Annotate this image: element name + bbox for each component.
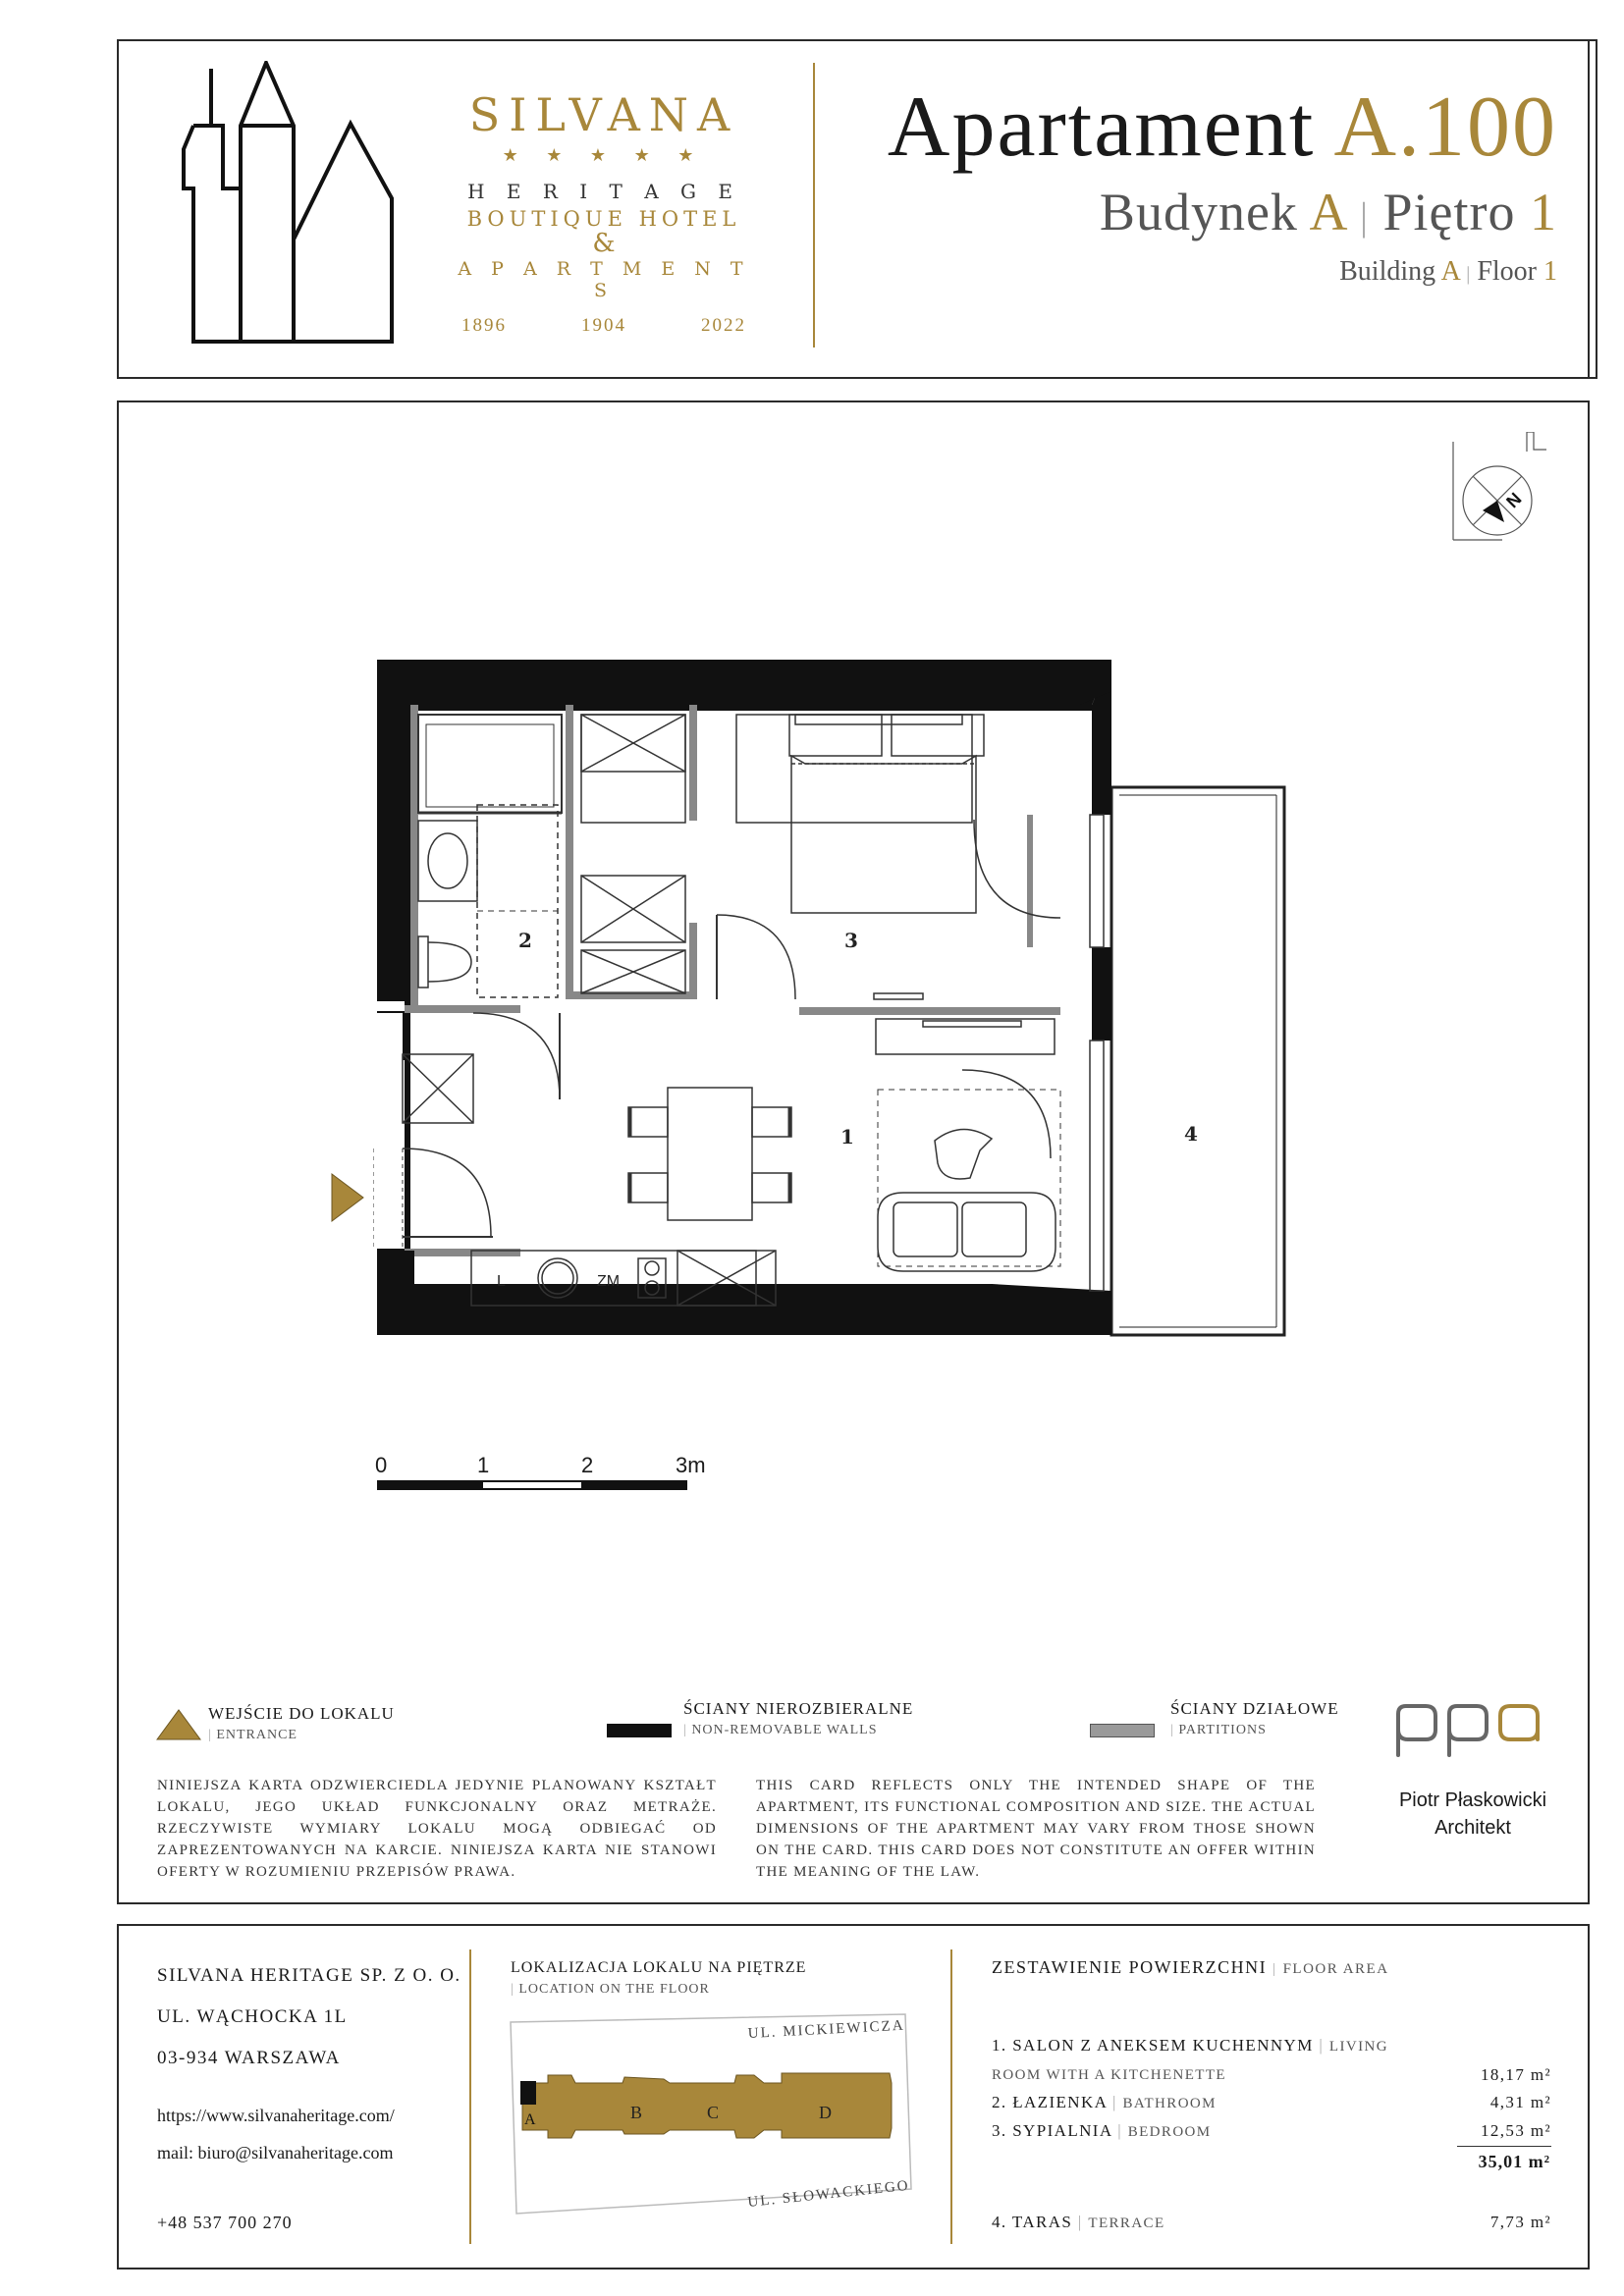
area-title-pl: ZESTAWIENIE POWIERZCHNI — [992, 1957, 1268, 1977]
area-room-label-en: BEDROOM — [1127, 2124, 1212, 2140]
brand-year-2: 1904 — [581, 315, 626, 336]
subtitle-en-sep: | — [1466, 263, 1471, 285]
location-building-b: B — [630, 2103, 643, 2122]
legend-partition-swatch — [1090, 1724, 1155, 1737]
brand-stars: ★ ★ ★ ★ ★ — [502, 145, 706, 165]
architect-title: Architekt — [1435, 1817, 1511, 1839]
legend-walls-sep: | — [683, 1723, 692, 1737]
area-room-label: 1. SALON Z ANEKSEM KUCHENNYM — [992, 2036, 1314, 2055]
subtitle-en-building-label: Building — [1339, 256, 1436, 287]
company-city: 03-934 WARSZAWA — [157, 2048, 341, 2068]
company-name: SILVANA HERITAGE SP. Z O. O. — [157, 1965, 461, 1986]
area-room-value: 4,31 m² — [1489, 2093, 1551, 2111]
brand-year-1: 1896 — [461, 315, 507, 336]
company-street: UL. WĄCHOCKA 1L — [157, 2006, 348, 2027]
footer-divider-2 — [950, 1949, 952, 2244]
subtitle-pl-floor-label: Piętro — [1382, 183, 1516, 241]
subtitle-pl — [888, 183, 1557, 246]
location-title-sep: | — [511, 1982, 519, 1997]
scale-label-3: 3m — [676, 1453, 706, 1477]
location-street-top: UL. MICKIEWICZA — [747, 2017, 905, 2042]
legend-partitions-en: PARTITIONS — [1178, 1723, 1267, 1737]
location-street-bottom: UL. SŁOWACKIEGO — [746, 2177, 911, 2211]
architect-name: Piotr Płaskowicki — [1398, 1789, 1547, 1811]
subtitle-en-building: A — [1440, 256, 1460, 287]
apartment-title — [888, 80, 1557, 175]
company-phone[interactable]: +48 537 700 270 — [157, 2213, 293, 2232]
area-room-label-en: LIVING ROOM WITH A KITCHENETTE — [992, 2039, 1388, 2083]
legend-entrance-icon — [155, 1708, 202, 1741]
area-terrace-label: 4. TARAS — [992, 2213, 1073, 2231]
compass-icon — [1443, 432, 1551, 550]
company-website[interactable]: https://www.silvanaheritage.com/ — [157, 2106, 395, 2125]
legend-entrance-sep: | — [208, 1728, 217, 1742]
brand-line-boutique: BOUTIQUE HOTEL — [466, 207, 741, 231]
compass-north-label: N — [1502, 489, 1526, 512]
room-label-1: 1 — [840, 1125, 854, 1148]
legend-entrance-pl: WEJŚCIE DO LOKALU — [208, 1704, 395, 1723]
kitchen-label-zm: ZM — [597, 1273, 621, 1290]
subtitle-en — [888, 254, 1557, 292]
floor-plan — [373, 648, 1296, 1355]
apartment-title-prefix: Apartament — [887, 80, 1316, 175]
location-building-c: C — [707, 2103, 720, 2122]
legend-wall-swatch — [607, 1724, 672, 1737]
subtitle-pl-building-label: Budynek — [1099, 183, 1298, 241]
subtitle-pl-floor: 1 — [1530, 183, 1557, 241]
brand-ampersand: & — [592, 229, 616, 258]
legend-walls-en: NON-REMOVABLE WALLS — [691, 1723, 878, 1737]
brand-line-apartments: A P A R T M E N T S — [458, 258, 750, 301]
footer-divider-1 — [469, 1949, 471, 2244]
brand-year-3: 2022 — [701, 315, 746, 336]
subtitle-en-floor: 1 — [1543, 256, 1557, 287]
subtitle-pl-sep: | — [1359, 194, 1369, 239]
area-table — [992, 2032, 1551, 2146]
legend-walls-pl: ŚCIANY NIEROZBIERALNE — [683, 1699, 914, 1718]
room-label-2: 2 — [518, 929, 532, 952]
location-building-d: D — [819, 2103, 832, 2122]
area-terrace-label-en: TERRACE — [1088, 2216, 1165, 2231]
architect-logo-icon — [1392, 1700, 1555, 1759]
subtitle-en-floor-label: Floor — [1477, 256, 1537, 287]
area-room-label-en: BATHROOM — [1122, 2096, 1217, 2111]
scale-label-1: 1 — [477, 1453, 490, 1477]
disclaimer-pl: NINIEJSZA KARTA ODZWIERCIEDLA JEDYNIE PLANOWANY KSZTAŁT LOKALU, JEGO UKŁAD FUNKCJONALNY ORAZ METRAŻE. RZECZYWISTE WYMIARY LOKALU MOGĄ ODBIEGAĆ OD ZAPREZENTOWANYCH NA KARCIE. NINIEJSZA KARTA NIE STANOWI OFERTY W ROZUMIENIU PRZEPISÓW PRAWA. — [157, 1778, 717, 1880]
area-room-value: 12,53 m² — [1480, 2121, 1551, 2140]
legend-partitions-pl: ŚCIANY DZIAŁOWE — [1170, 1699, 1339, 1718]
area-terrace-value: 7,73 m² — [1489, 2213, 1551, 2231]
area-title-en: FLOOR AREA — [1282, 1961, 1389, 1977]
header-divider — [813, 63, 815, 347]
area-row: 2. ŁAZIENKA | BATHROOM 4,31 m² — [992, 2089, 1551, 2117]
location-building-a: A — [524, 2111, 536, 2128]
area-row: 3. SYPIALNIA | BEDROOM 12,53 m² — [992, 2117, 1551, 2146]
subtitle-pl-building: A — [1309, 183, 1346, 241]
legend-entrance-en: ENTRANCE — [216, 1728, 298, 1742]
area-total-rule — [1457, 2146, 1551, 2147]
room-label-4: 4 — [1184, 1122, 1198, 1146]
entrance-arrow-icon — [330, 1172, 365, 1223]
brand-name: SILVANA — [468, 88, 739, 141]
location-map — [507, 2012, 919, 2228]
scale-bar — [371, 1453, 705, 1492]
terrace-outline — [1111, 787, 1284, 1335]
room-label-3: 3 — [844, 929, 858, 952]
header-frame-edge — [1590, 39, 1597, 379]
house-logo-icon — [182, 61, 398, 346]
area-total: 35,01 m² — [1478, 2152, 1550, 2171]
area-row: 1. SALON Z ANEKSEM KUCHENNYM | LIVING ROOM WITH A KITCHENETTE 18,17 m² — [992, 2032, 1551, 2089]
brand-line-heritage: H E R I T A G E — [467, 180, 740, 203]
location-title-pl: LOKALIZACJA LOKALU NA PIĘTRZE — [511, 1959, 807, 1976]
scale-label-0: 0 — [375, 1453, 388, 1477]
area-terrace-row: 4. TARAS | TERRACE 7,73 m² — [992, 2213, 1551, 2231]
area-title-sep: | — [1272, 1961, 1277, 1977]
apartment-title-unit: A.100 — [1333, 80, 1557, 175]
area-room-value: 18,17 m² — [1480, 2065, 1551, 2084]
legend-partitions-sep: | — [1170, 1723, 1179, 1737]
company-email[interactable]: mail: biuro@silvanaheritage.com — [157, 2143, 394, 2163]
area-room-label: 2. ŁAZIENKA — [992, 2093, 1108, 2111]
kitchen-label-l: L — [497, 1273, 506, 1290]
location-title-en: LOCATION ON THE FLOOR — [518, 1982, 710, 1997]
area-room-label: 3. SYPIALNIA — [992, 2121, 1112, 2140]
disclaimer-en: THIS CARD REFLECTS ONLY THE INTENDED SHAPE OF THE APARTMENT, ITS FUNCTIONAL COMPOSITION AND SIZE. THE ACTUAL DIMENSIONS OF THE APARTMENT MAY VARY FROM THOSE SHOWN ON THE CARD. THIS CARD DOES NOT CONSTITUTE AN OFFER WITHIN THE MEANING OF THE LAW. — [756, 1778, 1316, 1880]
scale-label-2: 2 — [581, 1453, 594, 1477]
